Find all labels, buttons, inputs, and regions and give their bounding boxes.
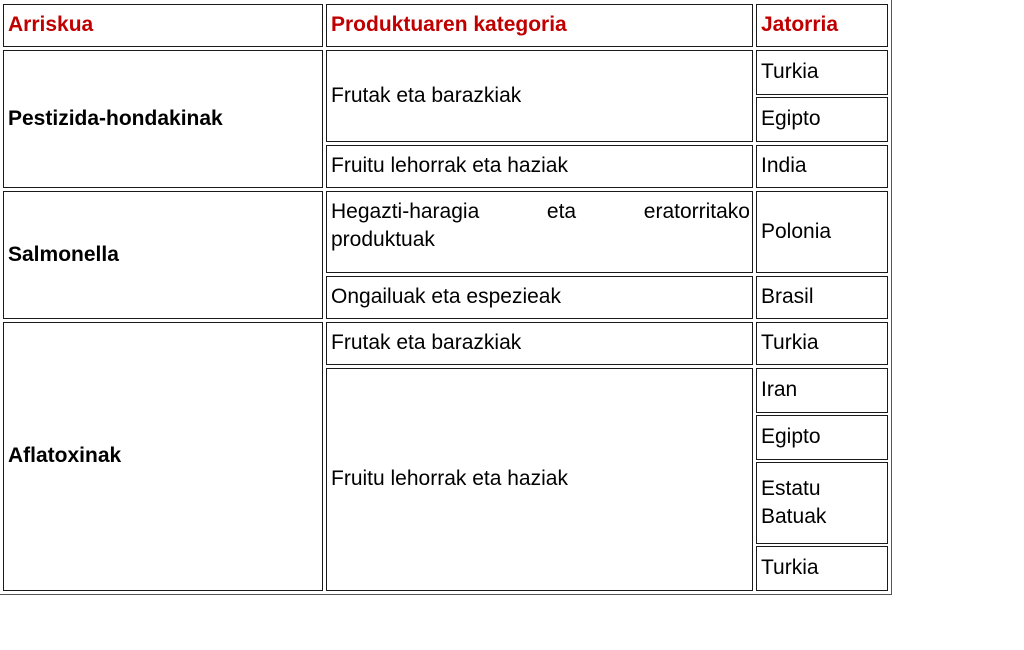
risk-label: Aflatoxinak	[8, 444, 122, 468]
header-origin-label: Jatorria	[761, 13, 839, 37]
category-label: Fruitu lehorrak eta haziak	[331, 467, 568, 491]
origin-label: Iran	[761, 378, 798, 402]
category-cell	[326, 368, 753, 591]
origin-label: Egipto	[761, 107, 821, 131]
risk-cell-pesticides	[3, 50, 323, 188]
origin-cell	[756, 191, 888, 273]
category-line-2: produktuak	[331, 228, 435, 252]
category-word: Hegazti-haragia	[331, 200, 480, 223]
origin-label: Turkia	[761, 331, 819, 355]
origin-label: Turkia	[761, 60, 819, 84]
category-cell	[326, 50, 753, 142]
origin-cell	[756, 546, 888, 591]
origin-cell	[756, 50, 888, 95]
header-risk-label: Arriskua	[8, 13, 94, 37]
origin-cell	[756, 415, 888, 460]
origin-cell	[756, 462, 888, 544]
origin-label: Polonia	[761, 219, 832, 243]
risk-cell-aflatoxins	[3, 322, 323, 591]
risk-label: Pestizida-hondakinak	[8, 106, 223, 130]
origin-cell	[756, 322, 888, 365]
origin-cell	[756, 368, 888, 413]
origin-label: Egipto	[761, 425, 821, 449]
origin-label: India	[761, 154, 807, 178]
origin-label: Brasil	[761, 285, 814, 309]
category-word: eta	[546, 200, 577, 223]
risk-cell-salmonella	[3, 191, 323, 319]
category-label: Frutak eta barazkiak	[331, 83, 522, 107]
origin-cell	[756, 97, 888, 142]
header-risk	[3, 4, 323, 47]
header-origin	[756, 4, 888, 47]
category-cell	[326, 322, 753, 365]
category-cell	[326, 276, 753, 319]
origin-cell	[756, 145, 888, 188]
category-label: Frutak eta barazkiak	[331, 331, 522, 355]
category-label: Fruitu lehorrak eta haziak	[331, 154, 568, 178]
category-word: eratorritako	[643, 200, 750, 223]
origin-label: Turkia	[761, 556, 819, 580]
origin-cell	[756, 276, 888, 319]
category-line-1	[331, 198, 750, 226]
origin-label: Estatu Batuak	[761, 476, 827, 528]
header-category-label: Produktuaren kategoria	[331, 13, 567, 37]
category-label: Ongailuak eta espezieak	[331, 285, 561, 309]
risk-label: Salmonella	[8, 242, 119, 266]
category-cell	[326, 145, 753, 188]
header-category	[326, 4, 753, 47]
category-cell	[326, 191, 753, 273]
